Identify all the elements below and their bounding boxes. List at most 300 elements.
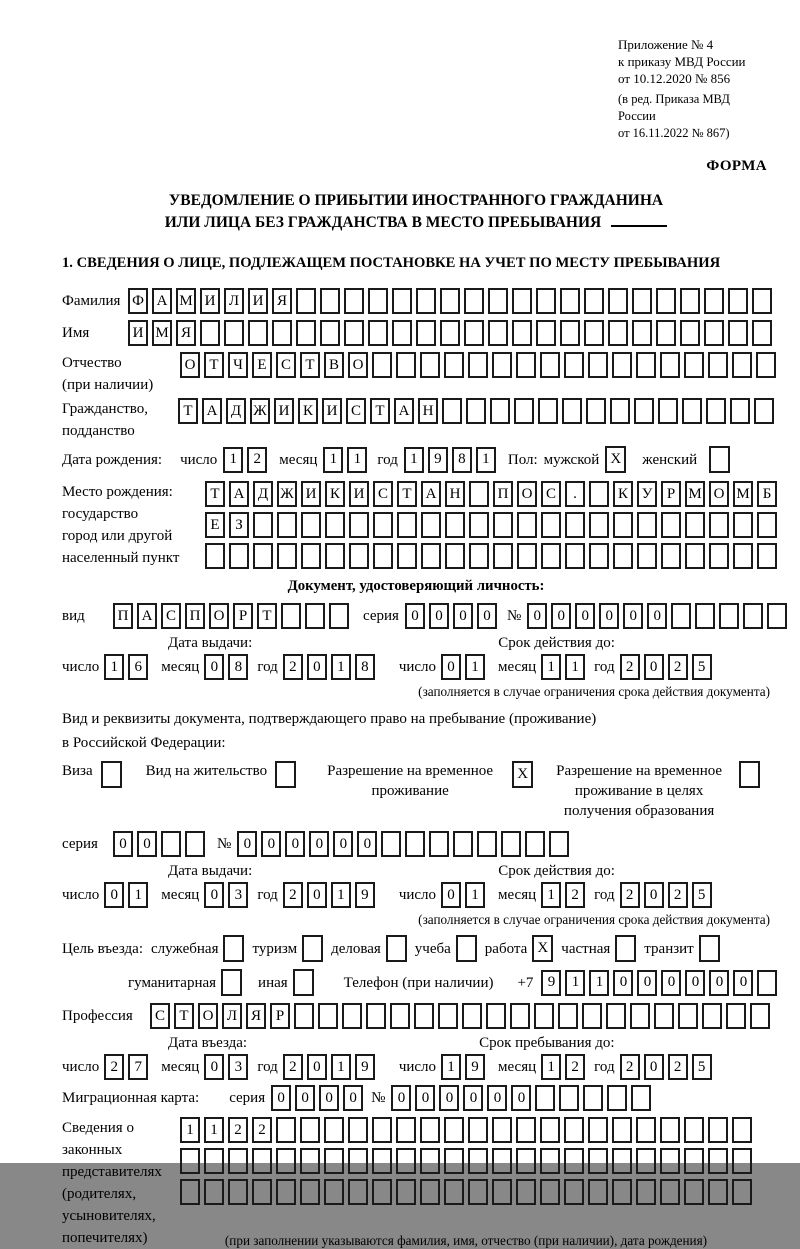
char-cell[interactable]: О	[180, 352, 200, 378]
char-cell[interactable]	[636, 1117, 656, 1143]
char-cell[interactable]	[757, 512, 777, 538]
char-cell[interactable]: 0	[644, 654, 664, 680]
char-cell[interactable]: О	[709, 481, 729, 507]
char-cell[interactable]	[612, 1117, 632, 1143]
char-cell[interactable]: Т	[204, 352, 224, 378]
char-cell[interactable]	[414, 1003, 434, 1029]
char-cell[interactable]	[276, 1179, 296, 1205]
char-cell[interactable]	[180, 1148, 200, 1174]
char-cell[interactable]: 0	[644, 882, 664, 908]
char-cell[interactable]	[588, 1179, 608, 1205]
char-cell[interactable]: 2	[668, 882, 688, 908]
char-cell[interactable]: Л	[222, 1003, 242, 1029]
char-cell[interactable]	[540, 1117, 560, 1143]
char-cell[interactable]	[301, 512, 321, 538]
char-cell[interactable]	[612, 352, 632, 378]
char-cell[interactable]: У	[637, 481, 657, 507]
char-cell[interactable]: 2	[104, 1054, 124, 1080]
char-cell[interactable]	[540, 1179, 560, 1205]
char-cell[interactable]	[492, 1179, 512, 1205]
char-cell[interactable]	[733, 512, 753, 538]
char-cell[interactable]: Е	[252, 352, 272, 378]
char-cell[interactable]	[564, 1117, 584, 1143]
char-cell[interactable]: 0	[391, 1085, 411, 1111]
char-cell[interactable]	[492, 1117, 512, 1143]
char-cell[interactable]	[767, 603, 787, 629]
checkbox-visa[interactable]	[101, 761, 122, 788]
char-cell[interactable]	[661, 512, 681, 538]
checkbox-purpose-work[interactable]: X	[532, 935, 553, 962]
char-cell[interactable]	[589, 543, 609, 569]
char-cell[interactable]: 1	[223, 447, 243, 473]
char-cell[interactable]: 0	[441, 882, 461, 908]
char-cell[interactable]	[180, 1179, 200, 1205]
char-cell[interactable]	[200, 320, 220, 346]
char-cell[interactable]: Я	[272, 288, 292, 314]
char-cell[interactable]	[732, 1148, 752, 1174]
char-cell[interactable]	[538, 398, 558, 424]
char-cell[interactable]	[372, 1148, 392, 1174]
char-cell[interactable]: 6	[128, 654, 148, 680]
char-cell[interactable]: 0	[477, 603, 497, 629]
char-cell[interactable]: 1	[541, 1054, 561, 1080]
char-cell[interactable]	[512, 320, 532, 346]
char-cell[interactable]	[438, 1003, 458, 1029]
char-cell[interactable]	[204, 1148, 224, 1174]
char-cell[interactable]	[272, 320, 292, 346]
char-cell[interactable]: 2	[620, 654, 640, 680]
char-cell[interactable]	[397, 543, 417, 569]
char-cell[interactable]: 0	[295, 1085, 315, 1111]
char-cell[interactable]: 0	[575, 603, 595, 629]
char-cell[interactable]	[396, 1117, 416, 1143]
char-cell[interactable]: Б	[757, 481, 777, 507]
char-cell[interactable]: 3	[228, 1054, 248, 1080]
char-cell[interactable]	[469, 543, 489, 569]
char-cell[interactable]	[613, 543, 633, 569]
char-cell[interactable]	[514, 398, 534, 424]
char-cell[interactable]	[637, 512, 657, 538]
char-cell[interactable]	[733, 543, 753, 569]
char-cell[interactable]	[706, 398, 726, 424]
checkbox-female[interactable]	[709, 446, 730, 473]
char-cell[interactable]: 2	[668, 1054, 688, 1080]
char-cell[interactable]: С	[346, 398, 366, 424]
char-cell[interactable]	[709, 543, 729, 569]
char-cell[interactable]	[416, 320, 436, 346]
char-cell[interactable]	[709, 512, 729, 538]
char-cell[interactable]: И	[274, 398, 294, 424]
char-cell[interactable]	[325, 512, 345, 538]
char-cell[interactable]: И	[301, 481, 321, 507]
char-cell[interactable]: 0	[429, 603, 449, 629]
char-cell[interactable]: 1	[204, 1117, 224, 1143]
char-cell[interactable]	[301, 543, 321, 569]
char-cell[interactable]	[444, 1117, 464, 1143]
char-cell[interactable]	[204, 1179, 224, 1205]
char-cell[interactable]: 0	[343, 1085, 363, 1111]
char-cell[interactable]	[305, 603, 325, 629]
char-cell[interactable]	[344, 288, 364, 314]
char-cell[interactable]: О	[198, 1003, 218, 1029]
char-cell[interactable]	[695, 603, 715, 629]
char-cell[interactable]: 0	[511, 1085, 531, 1111]
char-cell[interactable]	[469, 481, 489, 507]
char-cell[interactable]: 0	[487, 1085, 507, 1111]
checkbox-purpose-official[interactable]	[223, 935, 244, 962]
char-cell[interactable]	[704, 288, 724, 314]
char-cell[interactable]	[349, 512, 369, 538]
char-cell[interactable]: А	[152, 288, 172, 314]
char-cell[interactable]	[719, 603, 739, 629]
char-cell[interactable]	[565, 543, 585, 569]
char-cell[interactable]	[373, 512, 393, 538]
char-cell[interactable]	[708, 1148, 728, 1174]
char-cell[interactable]: 1	[104, 654, 124, 680]
char-cell[interactable]: О	[348, 352, 368, 378]
char-cell[interactable]: М	[152, 320, 172, 346]
char-cell[interactable]	[708, 352, 728, 378]
char-cell[interactable]: Л	[224, 288, 244, 314]
char-cell[interactable]	[348, 1117, 368, 1143]
char-cell[interactable]	[464, 288, 484, 314]
char-cell[interactable]	[558, 1003, 578, 1029]
checkbox-purpose-business[interactable]	[386, 935, 407, 962]
char-cell[interactable]	[757, 543, 777, 569]
char-cell[interactable]: 0	[661, 970, 681, 996]
char-cell[interactable]: Я	[246, 1003, 266, 1029]
char-cell[interactable]	[584, 320, 604, 346]
char-cell[interactable]	[608, 288, 628, 314]
char-cell[interactable]	[420, 1148, 440, 1174]
char-cell[interactable]: 0	[307, 882, 327, 908]
char-cell[interactable]	[396, 1148, 416, 1174]
char-cell[interactable]	[588, 1117, 608, 1143]
char-cell[interactable]	[348, 1148, 368, 1174]
char-cell[interactable]	[444, 1148, 464, 1174]
char-cell[interactable]: 2	[668, 654, 688, 680]
char-cell[interactable]: Д	[253, 481, 273, 507]
char-cell[interactable]: 0	[357, 831, 377, 857]
char-cell[interactable]	[324, 1148, 344, 1174]
char-cell[interactable]: З	[229, 512, 249, 538]
char-cell[interactable]	[469, 512, 489, 538]
char-cell[interactable]	[320, 320, 340, 346]
char-cell[interactable]: 1	[589, 970, 609, 996]
char-cell[interactable]: 5	[692, 882, 712, 908]
char-cell[interactable]	[637, 543, 657, 569]
char-cell[interactable]	[708, 1117, 728, 1143]
char-cell[interactable]	[660, 352, 680, 378]
char-cell[interactable]	[610, 398, 630, 424]
char-cell[interactable]: 9	[465, 1054, 485, 1080]
char-cell[interactable]: 9	[428, 447, 448, 473]
char-cell[interactable]: М	[176, 288, 196, 314]
char-cell[interactable]: 1	[331, 882, 351, 908]
char-cell[interactable]	[493, 512, 513, 538]
char-cell[interactable]: И	[322, 398, 342, 424]
char-cell[interactable]	[488, 320, 508, 346]
char-cell[interactable]: П	[185, 603, 205, 629]
char-cell[interactable]	[660, 1117, 680, 1143]
char-cell[interactable]	[636, 352, 656, 378]
char-cell[interactable]	[396, 352, 416, 378]
char-cell[interactable]	[468, 1117, 488, 1143]
char-cell[interactable]: 0	[733, 970, 753, 996]
checkbox-purpose-tourism[interactable]	[302, 935, 323, 962]
char-cell[interactable]: Н	[418, 398, 438, 424]
char-cell[interactable]	[344, 320, 364, 346]
char-cell[interactable]	[368, 320, 388, 346]
char-cell[interactable]	[440, 320, 460, 346]
checkbox-purpose-transit[interactable]	[699, 935, 720, 962]
char-cell[interactable]	[678, 1003, 698, 1029]
char-cell[interactable]: 0	[623, 603, 643, 629]
char-cell[interactable]: 1	[128, 882, 148, 908]
char-cell[interactable]	[564, 352, 584, 378]
char-cell[interactable]	[728, 288, 748, 314]
char-cell[interactable]: Т	[174, 1003, 194, 1029]
char-cell[interactable]: 0	[271, 1085, 291, 1111]
char-cell[interactable]	[730, 398, 750, 424]
char-cell[interactable]: 0	[237, 831, 257, 857]
char-cell[interactable]	[536, 320, 556, 346]
char-cell[interactable]: 1	[565, 654, 585, 680]
char-cell[interactable]	[658, 398, 678, 424]
char-cell[interactable]	[224, 320, 244, 346]
char-cell[interactable]: 8	[355, 654, 375, 680]
char-cell[interactable]	[564, 1179, 584, 1205]
char-cell[interactable]: К	[325, 481, 345, 507]
char-cell[interactable]: 0	[137, 831, 157, 857]
char-cell[interactable]	[732, 352, 752, 378]
char-cell[interactable]	[612, 1179, 632, 1205]
char-cell[interactable]: 0	[599, 603, 619, 629]
char-cell[interactable]	[534, 1003, 554, 1029]
char-cell[interactable]	[583, 1085, 603, 1111]
char-cell[interactable]	[462, 1003, 482, 1029]
char-cell[interactable]: 0	[204, 1054, 224, 1080]
char-cell[interactable]: Т	[205, 481, 225, 507]
char-cell[interactable]: К	[298, 398, 318, 424]
char-cell[interactable]	[512, 288, 532, 314]
char-cell[interactable]: Т	[178, 398, 198, 424]
char-cell[interactable]	[396, 1179, 416, 1205]
char-cell[interactable]: Я	[176, 320, 196, 346]
char-cell[interactable]: 0	[613, 970, 633, 996]
char-cell[interactable]	[445, 512, 465, 538]
char-cell[interactable]	[228, 1179, 248, 1205]
char-cell[interactable]	[516, 1179, 536, 1205]
char-cell[interactable]	[421, 512, 441, 538]
char-cell[interactable]	[161, 831, 181, 857]
char-cell[interactable]	[541, 512, 561, 538]
char-cell[interactable]	[517, 512, 537, 538]
char-cell[interactable]	[501, 831, 521, 857]
char-cell[interactable]	[318, 1003, 338, 1029]
char-cell[interactable]	[325, 543, 345, 569]
char-cell[interactable]: Д	[226, 398, 246, 424]
char-cell[interactable]	[728, 320, 748, 346]
char-cell[interactable]	[685, 543, 705, 569]
char-cell[interactable]: А	[394, 398, 414, 424]
char-cell[interactable]	[661, 543, 681, 569]
char-cell[interactable]: Ж	[277, 481, 297, 507]
char-cell[interactable]	[324, 1117, 344, 1143]
char-cell[interactable]	[565, 512, 585, 538]
char-cell[interactable]	[660, 1179, 680, 1205]
char-cell[interactable]	[253, 512, 273, 538]
char-cell[interactable]	[510, 1003, 530, 1029]
char-cell[interactable]	[562, 398, 582, 424]
char-cell[interactable]: 1	[541, 654, 561, 680]
char-cell[interactable]	[708, 1179, 728, 1205]
char-cell[interactable]: И	[248, 288, 268, 314]
char-cell[interactable]	[541, 543, 561, 569]
char-cell[interactable]: 2	[565, 882, 585, 908]
char-cell[interactable]: 0	[204, 882, 224, 908]
char-cell[interactable]: О	[517, 481, 537, 507]
char-cell[interactable]	[588, 1148, 608, 1174]
char-cell[interactable]	[228, 1148, 248, 1174]
char-cell[interactable]	[634, 398, 654, 424]
char-cell[interactable]	[390, 1003, 410, 1029]
char-cell[interactable]: 8	[452, 447, 472, 473]
char-cell[interactable]	[732, 1117, 752, 1143]
char-cell[interactable]	[277, 512, 297, 538]
char-cell[interactable]: 1	[404, 447, 424, 473]
char-cell[interactable]	[300, 1117, 320, 1143]
char-cell[interactable]: 0	[319, 1085, 339, 1111]
char-cell[interactable]	[613, 512, 633, 538]
char-cell[interactable]: Ф	[128, 288, 148, 314]
char-cell[interactable]: С	[276, 352, 296, 378]
char-cell[interactable]	[416, 288, 436, 314]
char-cell[interactable]: 8	[228, 654, 248, 680]
char-cell[interactable]	[656, 320, 676, 346]
char-cell[interactable]: Ч	[228, 352, 248, 378]
char-cell[interactable]: 0	[333, 831, 353, 857]
char-cell[interactable]: 9	[355, 882, 375, 908]
char-cell[interactable]: 0	[405, 603, 425, 629]
char-cell[interactable]	[660, 1148, 680, 1174]
char-cell[interactable]: Т	[397, 481, 417, 507]
checkbox-purpose-other[interactable]	[293, 969, 314, 996]
char-cell[interactable]: 0	[637, 970, 657, 996]
char-cell[interactable]	[373, 543, 393, 569]
char-cell[interactable]: 5	[692, 1054, 712, 1080]
char-cell[interactable]	[684, 1148, 704, 1174]
char-cell[interactable]: 0	[527, 603, 547, 629]
char-cell[interactable]	[743, 603, 763, 629]
char-cell[interactable]: 0	[709, 970, 729, 996]
char-cell[interactable]	[589, 512, 609, 538]
char-cell[interactable]	[405, 831, 425, 857]
char-cell[interactable]	[276, 1148, 296, 1174]
char-cell[interactable]: .	[565, 481, 585, 507]
char-cell[interactable]	[248, 320, 268, 346]
char-cell[interactable]	[608, 320, 628, 346]
char-cell[interactable]	[490, 398, 510, 424]
char-cell[interactable]	[477, 831, 497, 857]
char-cell[interactable]	[420, 1179, 440, 1205]
char-cell[interactable]: Т	[257, 603, 277, 629]
char-cell[interactable]	[750, 1003, 770, 1029]
char-cell[interactable]: И	[200, 288, 220, 314]
char-cell[interactable]: 2	[620, 1054, 640, 1080]
char-cell[interactable]	[636, 1148, 656, 1174]
char-cell[interactable]: 0	[453, 603, 473, 629]
char-cell[interactable]: 0	[647, 603, 667, 629]
char-cell[interactable]	[486, 1003, 506, 1029]
char-cell[interactable]	[296, 320, 316, 346]
char-cell[interactable]: Т	[300, 352, 320, 378]
char-cell[interactable]	[440, 288, 460, 314]
char-cell[interactable]	[366, 1003, 386, 1029]
char-cell[interactable]: 0	[104, 882, 124, 908]
char-cell[interactable]	[368, 288, 388, 314]
char-cell[interactable]: П	[493, 481, 513, 507]
char-cell[interactable]	[397, 512, 417, 538]
char-cell[interactable]: 1	[347, 447, 367, 473]
char-cell[interactable]	[205, 543, 225, 569]
char-cell[interactable]: С	[373, 481, 393, 507]
char-cell[interactable]	[492, 1148, 512, 1174]
char-cell[interactable]: 0	[204, 654, 224, 680]
char-cell[interactable]	[525, 831, 545, 857]
checkbox-purpose-study[interactable]	[456, 935, 477, 962]
char-cell[interactable]: 1	[331, 1054, 351, 1080]
char-cell[interactable]: 1	[323, 447, 343, 473]
char-cell[interactable]	[549, 831, 569, 857]
char-cell[interactable]	[300, 1179, 320, 1205]
char-cell[interactable]: 0	[441, 654, 461, 680]
char-cell[interactable]: 0	[307, 1054, 327, 1080]
char-cell[interactable]	[444, 1179, 464, 1205]
char-cell[interactable]: 2	[247, 447, 267, 473]
char-cell[interactable]	[680, 288, 700, 314]
char-cell[interactable]	[564, 1148, 584, 1174]
char-cell[interactable]	[342, 1003, 362, 1029]
char-cell[interactable]	[656, 288, 676, 314]
char-cell[interactable]	[421, 543, 441, 569]
char-cell[interactable]	[732, 1179, 752, 1205]
char-cell[interactable]: О	[209, 603, 229, 629]
char-cell[interactable]	[453, 831, 473, 857]
char-cell[interactable]	[630, 1003, 650, 1029]
char-cell[interactable]	[185, 831, 205, 857]
char-cell[interactable]	[632, 288, 652, 314]
char-cell[interactable]	[252, 1179, 272, 1205]
char-cell[interactable]	[560, 320, 580, 346]
char-cell[interactable]: 1	[541, 882, 561, 908]
char-cell[interactable]	[324, 1179, 344, 1205]
char-cell[interactable]: Р	[661, 481, 681, 507]
char-cell[interactable]: 1	[331, 654, 351, 680]
char-cell[interactable]: Т	[370, 398, 390, 424]
char-cell[interactable]	[276, 1117, 296, 1143]
char-cell[interactable]	[277, 543, 297, 569]
char-cell[interactable]	[671, 603, 691, 629]
char-cell[interactable]	[682, 398, 702, 424]
char-cell[interactable]	[589, 481, 609, 507]
char-cell[interactable]	[517, 543, 537, 569]
char-cell[interactable]: М	[733, 481, 753, 507]
char-cell[interactable]	[588, 352, 608, 378]
char-cell[interactable]: Ж	[250, 398, 270, 424]
char-cell[interactable]	[680, 320, 700, 346]
char-cell[interactable]	[392, 320, 412, 346]
